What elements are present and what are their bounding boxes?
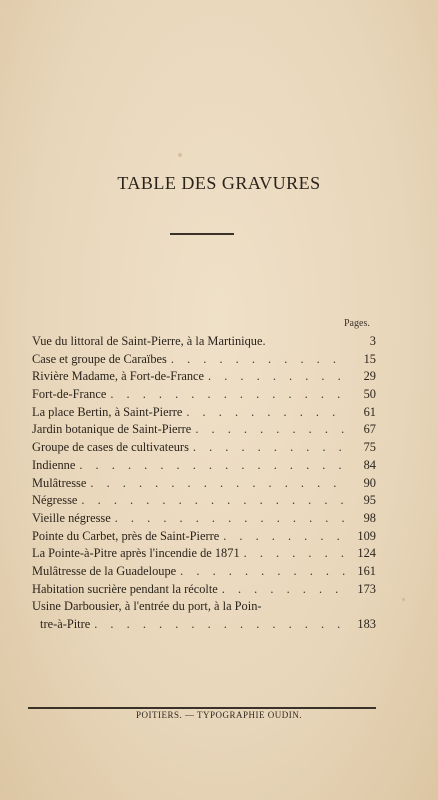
toc-entry bbox=[32, 616, 376, 634]
toc-entry bbox=[32, 368, 376, 386]
toc-entry-label: Vieille négresse bbox=[32, 510, 111, 525]
dot-leader bbox=[111, 510, 346, 528]
toc-entry-label: Usine Darbousier, à l'entrée du port, à la Poin- bbox=[32, 599, 262, 614]
dot-leader bbox=[189, 439, 346, 457]
toc-entry-label: La Pointe-à-Pitre après l'incendie de 1871 bbox=[32, 546, 240, 561]
toc-entry-label: Groupe de cases de cultivateurs bbox=[32, 440, 189, 455]
dot-leader bbox=[75, 457, 346, 475]
toc-entry bbox=[32, 333, 376, 351]
toc-entry-page: 84 bbox=[363, 457, 376, 472]
toc-entry-label: La place Bertin, à Saint-Pierre bbox=[32, 404, 183, 419]
toc-entry-label: Indienne bbox=[32, 457, 76, 472]
toc-entry-label: Négresse bbox=[32, 493, 78, 508]
dot-leader bbox=[182, 404, 346, 422]
toc-entry-page: 95 bbox=[363, 493, 376, 508]
toc-entry-label: Case et groupe de Caraïbes bbox=[32, 351, 167, 366]
toc-entry-label: Pointe du Carbet, près de Saint-Pierre bbox=[32, 528, 220, 543]
dot-leader bbox=[167, 351, 346, 369]
paper-stain bbox=[178, 153, 182, 157]
toc-entry bbox=[32, 581, 376, 599]
toc-entry-page: 15 bbox=[363, 351, 376, 366]
toc-entry bbox=[32, 351, 376, 369]
toc-entry bbox=[32, 386, 376, 404]
toc-entry bbox=[32, 475, 376, 493]
toc-entry bbox=[32, 598, 376, 616]
toc-entry-page: 124 bbox=[357, 546, 376, 561]
paper-stain bbox=[402, 598, 405, 601]
toc-entry-label: Vue du littoral de Saint-Pierre, à la Martinique. bbox=[32, 334, 266, 348]
table-of-engravings bbox=[32, 333, 376, 634]
toc-entry bbox=[32, 563, 376, 581]
toc-entry-label: Fort-de-France bbox=[32, 387, 107, 402]
toc-entry bbox=[32, 492, 376, 510]
toc-entry bbox=[32, 439, 376, 457]
toc-entry-page: 173 bbox=[357, 581, 376, 596]
dot-leader bbox=[106, 386, 346, 404]
toc-entry-page: 75 bbox=[363, 440, 376, 455]
toc-entry-label: Habitation sucrière pendant la récolte bbox=[32, 581, 218, 596]
title-rule bbox=[170, 233, 234, 235]
footer-rule bbox=[28, 707, 376, 709]
dot-leader bbox=[218, 581, 346, 599]
dot-leader bbox=[176, 563, 346, 581]
toc-entry-page: 109 bbox=[357, 528, 376, 543]
toc-entry-page: 61 bbox=[363, 404, 376, 419]
toc-entry-page: 50 bbox=[363, 387, 376, 402]
toc-entry bbox=[32, 545, 376, 563]
dot-leader bbox=[191, 421, 346, 439]
toc-entry-label: Jardin botanique de Saint-Pierre bbox=[32, 422, 192, 437]
toc-entry-page: 67 bbox=[363, 422, 376, 437]
pages-column-header: Pages. bbox=[344, 318, 370, 329]
toc-entry bbox=[32, 510, 376, 528]
toc-entry-label: tre-à-Pitre bbox=[40, 617, 91, 631]
dot-leader bbox=[77, 492, 346, 510]
dot-leader bbox=[219, 528, 346, 546]
dot-leader bbox=[240, 545, 346, 563]
printer-imprint: POITIERS. — TYPOGRAPHIE OUDIN. bbox=[135, 710, 303, 720]
page-title: TABLE DES GRAVURES bbox=[117, 173, 321, 193]
toc-entry-page: 161 bbox=[357, 563, 376, 578]
toc-entry bbox=[32, 421, 376, 439]
dot-leader bbox=[90, 616, 346, 634]
dot-leader bbox=[86, 475, 346, 493]
toc-entry-label: Mulâtresse de la Guadeloupe bbox=[32, 563, 177, 578]
toc-entry bbox=[32, 528, 376, 546]
toc-entry-page: 98 bbox=[363, 510, 376, 525]
toc-entry-label: Mulâtresse bbox=[32, 475, 87, 490]
dot-leader bbox=[204, 368, 346, 386]
toc-entry-page: 29 bbox=[363, 369, 376, 384]
toc-entry bbox=[32, 404, 376, 422]
toc-entry-label: Rivière Madame, à Fort-de-France bbox=[32, 369, 205, 384]
toc-entry bbox=[32, 457, 376, 475]
toc-entry-page: 90 bbox=[363, 475, 376, 490]
toc-entry-page: 3 bbox=[369, 334, 376, 348]
toc-entry-page: 183 bbox=[357, 617, 376, 631]
